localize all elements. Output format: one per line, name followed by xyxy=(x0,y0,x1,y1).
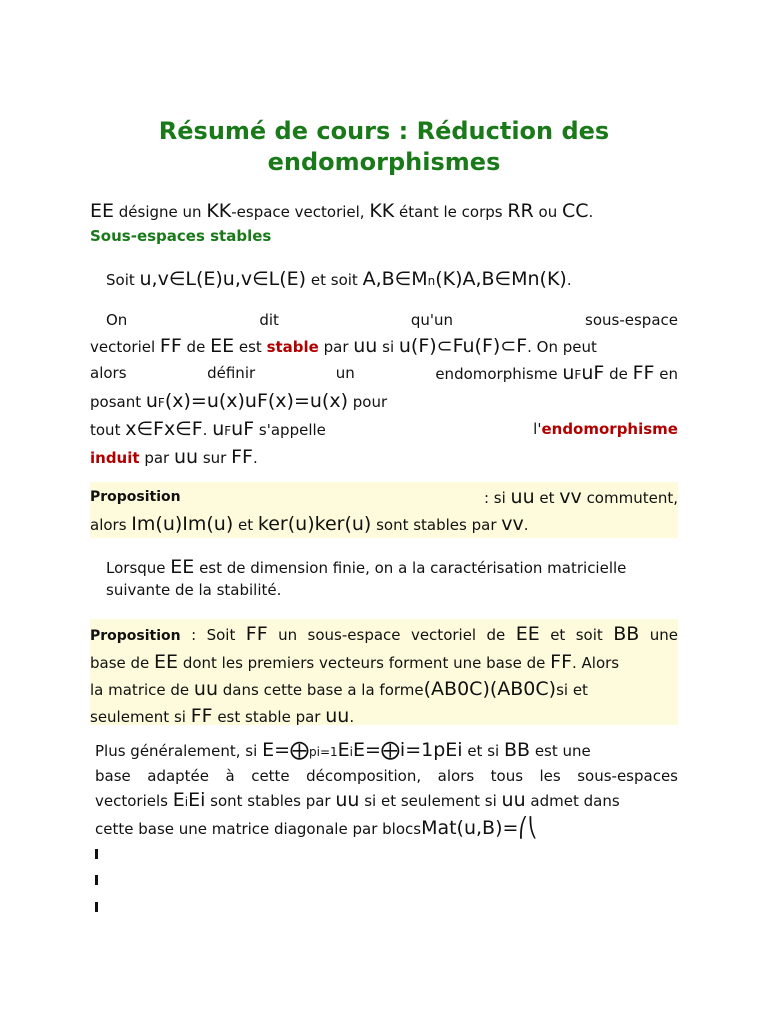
keyword-induit: induit xyxy=(90,449,140,467)
text: de xyxy=(181,338,211,356)
math-direct-sum: E=⨁i=1pEi xyxy=(353,739,463,761)
soit-line xyxy=(90,266,694,294)
text: base de xyxy=(90,654,155,672)
text: de xyxy=(604,365,633,383)
line xyxy=(90,307,678,333)
text: la matrice de xyxy=(90,681,194,699)
text: . On peut xyxy=(527,338,597,356)
text: dans cette base a la forme xyxy=(218,681,424,699)
text: sur xyxy=(198,449,232,467)
text: cette base une matrice diagonale par blocs xyxy=(95,820,422,838)
text: vectoriels xyxy=(95,792,173,810)
text: dont les premiers vecteurs forment une base de xyxy=(178,654,551,672)
math-sub: i xyxy=(349,745,353,759)
text: si et seulement si xyxy=(359,792,502,810)
proposition-label: Proposition xyxy=(90,628,181,644)
text: -espace vectoriel, xyxy=(231,203,370,221)
math-u: u xyxy=(562,362,575,384)
line xyxy=(90,416,678,444)
math-r: RR xyxy=(507,200,534,222)
line xyxy=(90,388,678,416)
line xyxy=(90,649,678,676)
math-u: uu xyxy=(501,789,526,811)
text: est de dimension finie, on a la caractérisation matricielle suivante de la stabilité. xyxy=(106,559,627,599)
math-k: KK xyxy=(206,200,232,222)
keyword-endomorphisme: endomorphisme xyxy=(541,420,678,438)
text: définir xyxy=(207,364,256,382)
text: seulement si xyxy=(90,708,191,726)
math-v: vv xyxy=(559,486,582,508)
text: . xyxy=(349,708,355,726)
text: étant le corps xyxy=(394,203,508,221)
definition-paragraph xyxy=(90,307,678,471)
math-block-matrix: (AB0C)(AB0C) xyxy=(423,678,557,700)
line xyxy=(90,703,678,730)
line xyxy=(90,676,678,703)
text: Soit xyxy=(206,626,246,644)
math-u: uu xyxy=(335,789,360,811)
math-x: x∈Fx∈F xyxy=(125,418,203,440)
text: et soit xyxy=(539,626,614,644)
math-u: u xyxy=(145,390,158,412)
text: dit xyxy=(259,311,279,329)
line xyxy=(95,787,678,815)
line: base adaptée à cette décomposition, alors tous les sous-espaces xyxy=(95,767,678,785)
text: alors xyxy=(90,364,127,382)
text: est une xyxy=(530,742,591,760)
text: . Alors xyxy=(572,654,620,672)
math-f: FF xyxy=(245,623,268,645)
text: Plus généralement, si xyxy=(95,742,263,760)
text: par xyxy=(318,338,354,356)
math-u: u xyxy=(212,418,225,440)
text: et soit xyxy=(306,271,363,289)
math-e: E xyxy=(337,739,350,761)
line xyxy=(90,444,678,471)
line xyxy=(95,815,678,842)
bracket-fragment xyxy=(95,902,98,912)
text: qu'un xyxy=(410,311,454,329)
math-im: Im(u)Im(u) xyxy=(131,513,234,535)
math-k: KK xyxy=(369,200,395,222)
text: . xyxy=(252,449,258,467)
math-u: uu xyxy=(510,486,535,508)
text: : si xyxy=(483,489,511,507)
math-direct-sum: E=⨁ xyxy=(262,739,309,761)
text: posant xyxy=(90,393,146,411)
text: un xyxy=(335,364,355,382)
text: Soit xyxy=(106,271,140,289)
text: . xyxy=(202,421,213,439)
math-mat: Mat(u,B)=⎛⎝ xyxy=(421,817,538,839)
line xyxy=(90,360,678,388)
math-b: BB xyxy=(503,739,531,761)
text: si et xyxy=(556,681,588,699)
text: une xyxy=(639,626,678,644)
math-sub: F xyxy=(157,396,165,410)
text: alors xyxy=(90,516,132,534)
math-ab: A,B∈M xyxy=(362,268,428,290)
text: pour xyxy=(348,393,388,411)
math-ker: ker(u)ker(u) xyxy=(257,513,372,535)
line xyxy=(95,737,678,765)
math-sub: i xyxy=(184,795,189,809)
proposition-box-1 xyxy=(90,482,678,538)
math-uf: uF xyxy=(581,362,605,384)
math-ab: (K)A,B∈Mn(K) xyxy=(435,268,567,290)
text: si xyxy=(377,338,399,356)
math-e: E xyxy=(172,789,185,811)
keyword-stable: stable xyxy=(266,338,319,356)
text: endomorphisme xyxy=(435,365,558,383)
text: On xyxy=(106,311,128,329)
text: désigne un xyxy=(114,203,207,221)
math-u: uu xyxy=(353,335,378,357)
math-e: EE xyxy=(210,335,235,357)
math-sub: F xyxy=(574,368,582,382)
math-e: EE xyxy=(90,200,115,222)
line xyxy=(90,621,678,649)
line xyxy=(90,333,678,360)
text: est stable par xyxy=(212,708,326,726)
text: . xyxy=(588,203,594,221)
bracket-fragment xyxy=(95,875,98,885)
text: s'appelle xyxy=(254,421,326,439)
math-e: EE xyxy=(154,651,179,673)
line xyxy=(90,511,678,538)
math-sub: pi=1 xyxy=(309,745,338,759)
math-f: FF xyxy=(159,335,182,357)
math-u: uu xyxy=(325,705,350,727)
math-uv: u,v∈L(E)u,v∈L(E) xyxy=(139,268,307,290)
math-ei: Ei xyxy=(188,789,206,811)
proposition-box-2 xyxy=(90,619,678,725)
intro-paragraph xyxy=(90,198,678,225)
math-f: FF xyxy=(550,651,572,673)
text: sous-espace xyxy=(585,311,678,329)
text: sont stables par xyxy=(205,792,336,810)
text: admet dans xyxy=(525,792,620,810)
math-u: uu xyxy=(193,678,219,700)
page-title: Résumé de cours : Réduction des endomorphismes xyxy=(158,117,610,176)
text: . xyxy=(566,271,572,289)
math-e: EE xyxy=(515,623,540,645)
text: par xyxy=(139,449,174,467)
text: un sous-espace vectoriel de xyxy=(267,626,516,644)
math-f: FF xyxy=(632,362,655,384)
text: vectoriel xyxy=(90,338,160,356)
bracket-fragment xyxy=(95,849,98,859)
line xyxy=(90,484,678,511)
math-u: uu xyxy=(173,446,199,468)
lorsque-paragraph xyxy=(90,556,694,601)
math-f: FF xyxy=(231,446,253,468)
text: : xyxy=(180,626,207,644)
text: tout xyxy=(90,421,126,439)
proposition-label: Proposition xyxy=(90,489,181,505)
math-c: CC xyxy=(562,200,589,222)
text: . xyxy=(523,516,529,534)
text: commutent, xyxy=(581,489,678,507)
general-paragraph xyxy=(95,737,678,842)
math-f: FF xyxy=(190,705,213,727)
math-e: EE xyxy=(170,556,195,578)
math-uf: u(F)⊂Fu(F)⊂F xyxy=(398,335,528,357)
math-uf: uF xyxy=(231,418,255,440)
text: est xyxy=(234,338,267,356)
math-sub: F xyxy=(224,424,232,438)
text: et xyxy=(233,516,258,534)
text: et xyxy=(534,489,560,507)
section-heading: Sous-espaces stables xyxy=(90,227,272,245)
math-v: vv xyxy=(501,513,524,535)
math-equation: (x)=u(x)uF(x)=u(x) xyxy=(164,390,348,412)
math-b: BB xyxy=(613,623,640,645)
math-sub: n xyxy=(427,274,436,288)
text: sont stables par xyxy=(371,516,502,534)
text: en xyxy=(654,365,678,383)
text: Lorsque xyxy=(106,559,171,577)
text: ou xyxy=(533,203,562,221)
text: l' xyxy=(533,420,542,438)
text: et si xyxy=(462,742,504,760)
